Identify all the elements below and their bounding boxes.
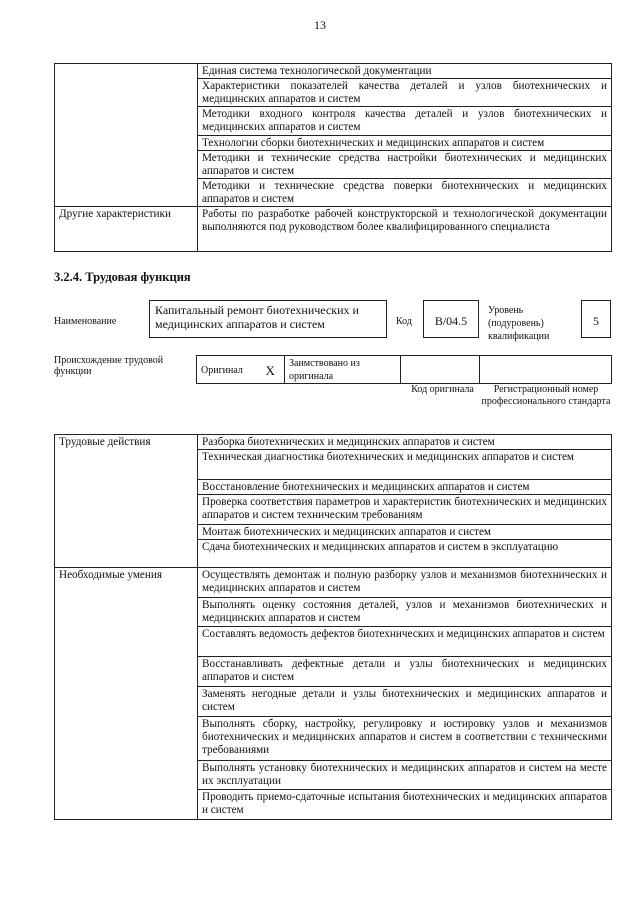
list-item: Заменять негодные детали и узлы биотехнических и медицинских аппаратов и систем — [198, 687, 612, 717]
borrowed-label: Заимствовано из оригинала — [285, 356, 401, 384]
list-item: Выполнять оценку состояния деталей, узлов и механизмов биотехнических и медицинских аппаратов и систем — [198, 598, 612, 627]
level-label: Уровень (подуровень) квалификации — [488, 305, 550, 342]
original-label: Оригинал — [197, 356, 257, 384]
code-original-caption: Код оригинала — [411, 384, 474, 395]
code-label: Код — [396, 316, 412, 327]
list-item: Технологии сборки биотехнических и медицинских аппаратов и систем — [198, 136, 612, 151]
origin-table — [196, 355, 612, 384]
list-item: Техническая диагностика биотехнических и медицинских аппаратов и систем — [198, 450, 612, 480]
list-item: Единая система технологической документации — [198, 64, 612, 79]
list-item: Восстанавливать дефектные детали и узлы биотехнических и медицинских аппаратов и систем — [198, 657, 612, 687]
list-item: Разборка биотехнических и медицинских аппаратов и систем — [198, 435, 612, 450]
original-mark: X — [257, 356, 285, 384]
list-item: Осуществлять демонтаж и полную разборку узлов и механизмов биотехнических и медицинских аппаратов и систем — [198, 568, 612, 598]
code-original-cell — [401, 356, 480, 384]
list-item: Сдача биотехнических и медицинских аппаратов и систем в эксплуатацию — [198, 540, 612, 568]
list-item: Проверка соответствия параметров и характеристик биотехнических и медицинских аппаратов и систем техническим требованиям — [198, 495, 612, 525]
page-number: 13 — [314, 18, 326, 32]
reg-number-caption: Регистрационный номер профессионального стандарта — [481, 384, 611, 407]
level-value: 5 — [581, 300, 611, 338]
required-skills-label: Необходимые умения — [55, 568, 198, 820]
name-label: Наименование — [54, 316, 117, 327]
origin-label: Происхождение трудовой функции — [54, 355, 164, 377]
list-item: Методики и технические средства настройки биотехнических и медицинских аппаратов и систем — [198, 151, 612, 179]
section-title: 3.2.4. Трудовая функция — [54, 270, 191, 284]
list-item: Методики и технические средства поверки биотехнических и медицинских аппаратов и систем — [198, 179, 612, 207]
code-value: B/04.5 — [423, 300, 479, 338]
list-item: Монтаж биотехнических и медицинских аппаратов и систем — [198, 525, 612, 540]
list-item: Восстановление биотехнических и медицинских аппаратов и систем — [198, 480, 612, 495]
list-item: Характеристики показателей качества деталей и узлов биотехнических и медицинских аппаратов и систем — [198, 79, 612, 107]
list-item: Методики входного контроля качества деталей и узлов биотехнических и медицинских аппаратов и систем — [198, 107, 612, 136]
list-item: Выполнять установку биотехнических и медицинских аппаратов и систем на месте их эксплуатации — [198, 761, 612, 790]
list-item: Проводить приемо-сдаточные испытания биотехнических и медицинских аппаратов и систем — [198, 790, 612, 820]
labor-function-table — [54, 434, 612, 820]
reg-number-cell — [480, 356, 612, 384]
top-requirements-table — [54, 63, 612, 252]
list-item: Работы по разработке рабочей конструкторской и технологической документации выполняются под руководством более квалифицированного специалиста — [198, 207, 612, 252]
other-characteristics-label: Другие характеристики — [55, 207, 198, 252]
top-table-label-empty — [55, 64, 198, 207]
list-item: Составлять ведомость дефектов биотехнических и медицинских аппаратов и систем — [198, 627, 612, 657]
function-name-value: Капитальный ремонт биотехнических и медицинских аппаратов и систем — [149, 300, 387, 338]
list-item: Выполнять сборку, настройку, регулировку и юстировку узлов и механизмов биотехнических и медицинских аппаратов и систем в соответствии с техническими требованиями — [198, 717, 612, 761]
labor-actions-label: Трудовые действия — [55, 435, 198, 568]
